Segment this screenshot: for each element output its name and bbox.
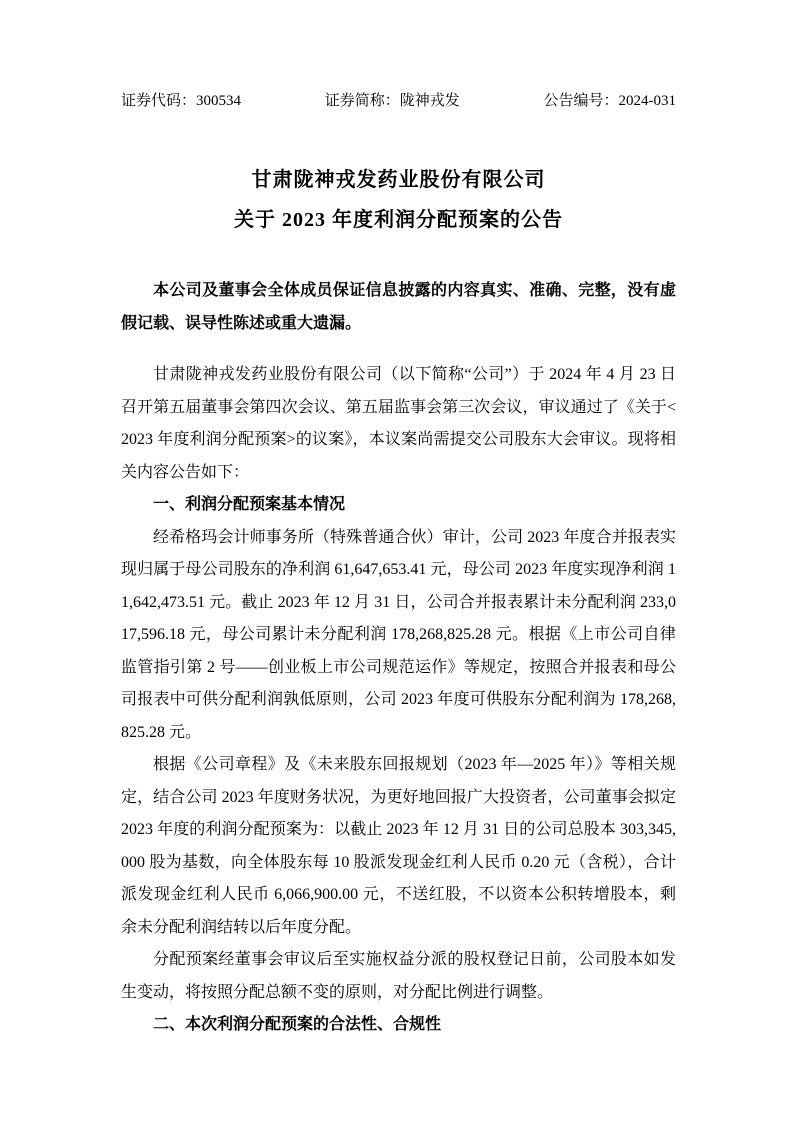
- document-title: [121, 160, 676, 240]
- section-heading-1: 一、利润分配预案基本情况: [153, 496, 346, 513]
- document-title-line1: 甘肃陇神戎发药业股份有限公司: [251, 169, 546, 191]
- section-heading-2: 二、本次利润分配预案的合法性、合规性: [153, 1016, 442, 1033]
- paragraph-profit-basic-info: 经希格玛会计师事务所（特殊普通合伙）审计，公司 2023 年度合并报表实现归属于母公司股东的净利润 61,647,653.41 元，母公司 2023 年度实现净利润 11,642,473.51 元。截止 2023 年 12 月 31 日，公司合并报表累计未分配利润 233,017,596.18 元，母公司累计未分配利润 178,268,825.28 元。根据《上市公司自律监管指引第 2 号——创业板上市公司规范运作》等规定，按照合并报表和母公司报表中可供分配利润孰低原则，公司 2023 年度可供股东分配利润为 178,268,825.28 元。: [121, 528, 676, 741]
- document-title-line2: 关于 2023 年度利润分配预案的公告: [234, 209, 563, 231]
- paragraph-distribution-plan: 根据《公司章程》及《未来股东回报规划（2023 年—2025 年）》等相关规定，结合公司 2023 年度财务状况，为更好地回报广大投资者，公司董事会拟定 2023 年度的利润分配预案为：以截止 2023 年 12 月 31 日的公司总股本 303,345,000 股为基数，向全体股东每 10 股派发现金红利人民币 0.20 元（含税），合计派发现金红利人民币 6,066,900.00 元，不送红股，不以资本公积转增股本，剩余未分配利润结转以后年度分配。: [121, 756, 676, 936]
- paragraph-adjustment-note: 分配预案经董事会审议后至实施权益分派的股权登记日前，公司股本如发生变动，将按照分配总额不变的原则，对分配比例进行调整。: [121, 951, 676, 1001]
- stock-code: 证券代码：300534: [121, 93, 242, 109]
- document-header: [121, 90, 676, 112]
- stock-abbreviation: 证券简称：陇神戎发: [324, 93, 460, 109]
- paragraph-intro: 甘肃陇神戎发药业股份有限公司（以下简称“公司”）于 2024 年 4 月 23 日召开第五届董事会第四次会议、第五届监事会第三次会议，审议通过了《关于<2023 年度利润分配预案>的议案》，本议案尚需提交公司股东大会审议。现将相关内容公告如下：: [121, 366, 676, 481]
- announcement-number: 公告编号：2024-031: [543, 93, 676, 109]
- paragraph-disclosure-statement: 本公司及董事会全体成员保证信息披露的内容真实、准确、完整，没有虚假记载、误导性陈述或重大遗漏。: [121, 282, 676, 332]
